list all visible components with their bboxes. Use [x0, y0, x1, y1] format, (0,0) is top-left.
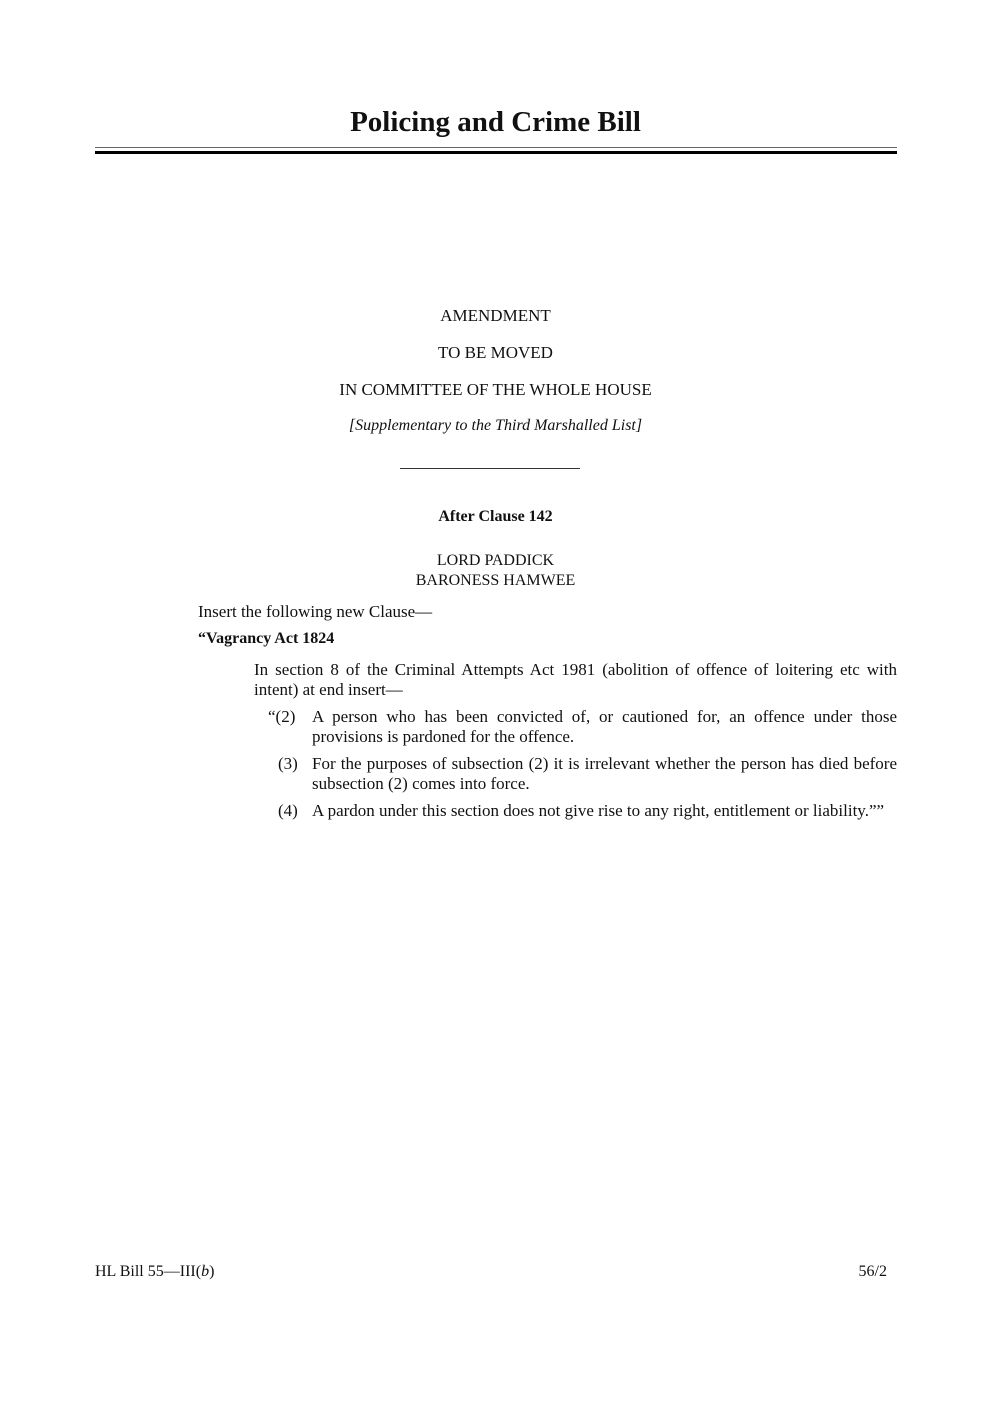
mover-name: LORD PADDICK: [436, 552, 555, 569]
subsection-number: “(2): [268, 707, 296, 726]
title-rule-thin: [95, 147, 897, 148]
page-title: Policing and Crime Bill: [350, 106, 641, 138]
bill-ref-close: ): [209, 1263, 215, 1280]
page-number: 56/2: [858, 1263, 887, 1280]
subsection-number: (4): [278, 801, 298, 820]
clause-body: In section 8 of the Criminal Attempts Act 1981 (abolition of offence of loitering etc with intent) at end insert—: [254, 660, 897, 699]
clause-title: “Vagrancy Act 1824: [198, 630, 335, 647]
bill-reference: [95, 1263, 214, 1281]
separator-rule: [400, 468, 580, 469]
subsection-number: (3): [278, 754, 298, 773]
amendment-location: After Clause 142: [438, 508, 553, 525]
title-rule-thick: [95, 151, 897, 154]
heading-amendment: AMENDMENT: [440, 306, 551, 325]
mover-name: BARONESS HAMWEE: [415, 572, 576, 589]
instruction-text: Insert the following new Clause—: [198, 602, 433, 621]
subsection-text: A person who has been convicted of, or cautioned for, an offence under those provisions is pardoned for the offence.: [312, 707, 897, 746]
bill-ref-text: HL Bill 55—III(: [95, 1263, 202, 1280]
heading-note: [Supplementary to the Third Marshalled List]: [348, 417, 643, 434]
heading-committee: IN COMMITTEE OF THE WHOLE HOUSE: [339, 380, 652, 399]
heading-to-be-moved: TO BE MOVED: [438, 343, 553, 362]
subsection-text: A pardon under this section does not give rise to any right, entitlement or liability.””: [312, 801, 885, 820]
bill-ref-suffix: b: [201, 1263, 210, 1280]
subsection-text: For the purposes of subsection (2) it is irrelevant whether the person has died before subsection (2) comes into force.: [312, 754, 897, 793]
